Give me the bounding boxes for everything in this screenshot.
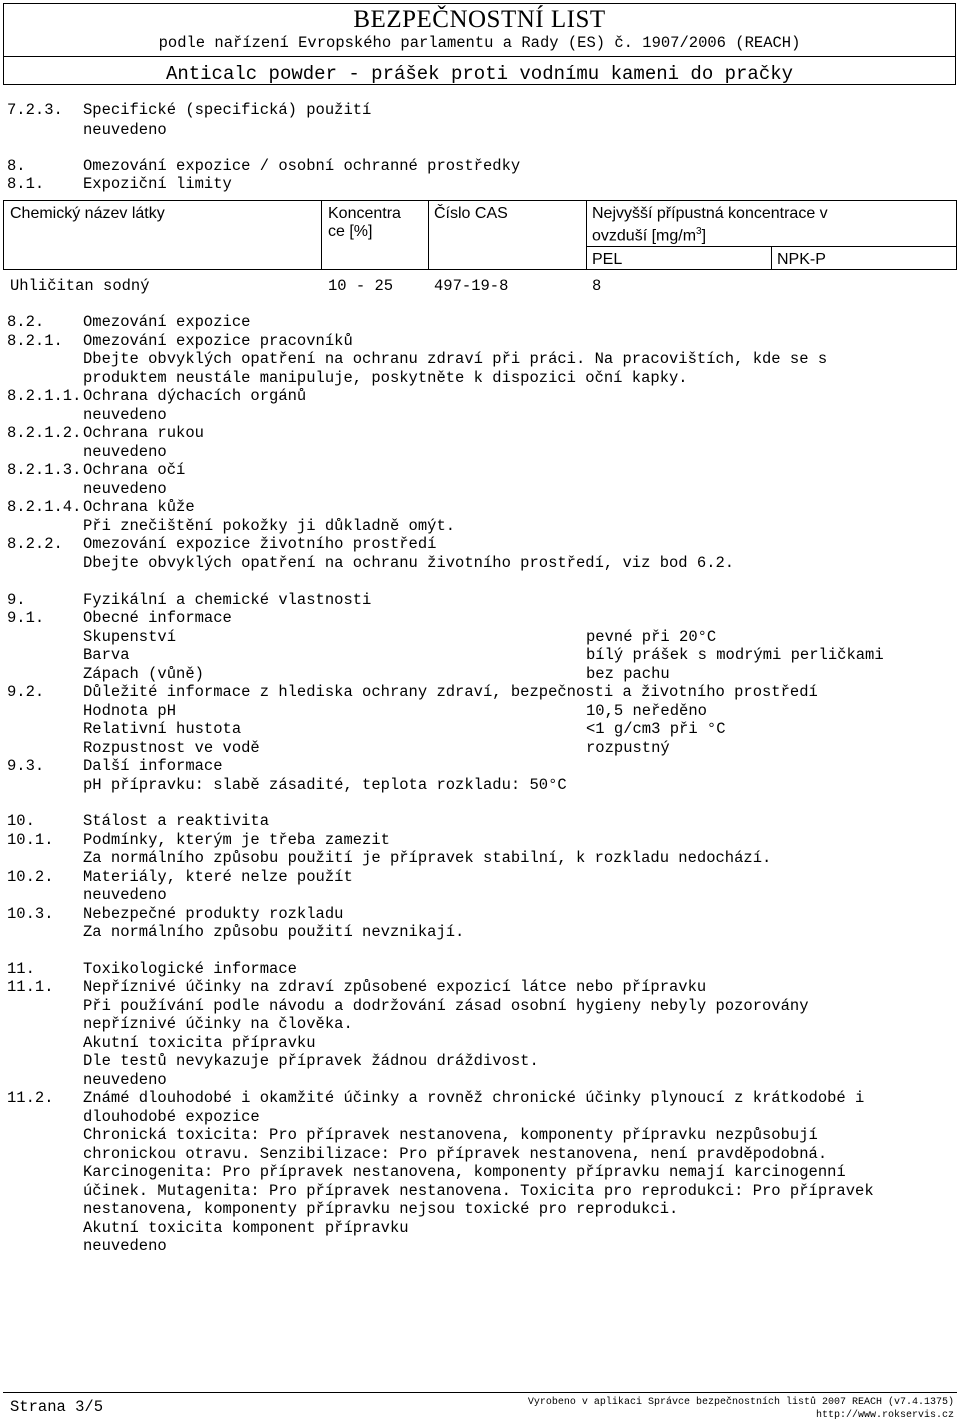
unit-text: ovzduší [mg/m xyxy=(592,227,697,245)
section-title: Omezování expozice životního prostředí xyxy=(83,535,437,553)
header-max-concentration-unit xyxy=(592,222,706,245)
table-cell-name: Uhličitan sodný xyxy=(10,277,150,295)
section-value: neuvedeno xyxy=(83,1237,167,1255)
section-title: Specifické (specifická) použití xyxy=(83,101,372,119)
section-value: Za normálního způsobu použití je přípravek stabilní, k rozkladu nedochází. xyxy=(83,849,772,867)
unit-close: ] xyxy=(701,227,707,245)
header-npk: NPK-P xyxy=(777,251,826,268)
section-title: Nebezpečné produkty rozkladu xyxy=(83,905,344,923)
footer-divider xyxy=(3,1392,957,1393)
header-divider xyxy=(4,56,955,57)
section-value: pH přípravku: slabě zásadité, teplota rozkladu: 50°C xyxy=(83,776,567,794)
table-border xyxy=(956,200,957,270)
property-value: bílý prášek s modrými perličkami xyxy=(586,646,884,664)
section-title: Materiály, které nelze použít xyxy=(83,868,353,886)
regulation-subtitle: podle nařízení Evropského parlamentu a Rady (ES) č. 1907/2006 (REACH) xyxy=(158,34,801,52)
section-number: 10. xyxy=(7,812,35,830)
table-border xyxy=(586,200,587,270)
section-number: 9. xyxy=(7,591,26,609)
header-concentration-unit: ce [%] xyxy=(328,223,373,240)
section-text: Při používání podle návodu a dodržování zásad osobní hygieny nebyly pozorovány xyxy=(83,997,809,1015)
table-border xyxy=(321,200,322,270)
section-text: Karcinogenita: Pro přípravek nestanovena, komponenty přípravku nemají karcinogenní xyxy=(83,1163,846,1181)
exposure-limits-table xyxy=(3,200,957,270)
section-value: Dbejte obvyklých opatření na ochranu životního prostředí, viz bod 6.2. xyxy=(83,554,735,572)
section-text: nepříznivé účinky na člověka. xyxy=(83,1015,353,1033)
header-chemical-name: Chemický název látky xyxy=(10,205,165,222)
section-title: Ochrana dýchacích orgánů xyxy=(83,387,307,405)
table-cell-cas: 497-19-8 xyxy=(434,277,509,295)
section-number: 10.1. xyxy=(7,831,54,849)
subsection-title: Akutní toxicita přípravku xyxy=(83,1034,316,1052)
property-label: Relativní hustota xyxy=(83,720,242,738)
page-number: Strana 3/5 xyxy=(10,1398,104,1416)
section-number: 7.2.3. xyxy=(7,101,63,119)
section-number: 8.2. xyxy=(7,313,45,331)
section-title: Nepříznivé účinky na zdraví způsobené expozicí látce nebo přípravku xyxy=(83,978,707,996)
header-cas: Číslo CAS xyxy=(434,205,508,222)
table-cell-concentration: 10 - 25 xyxy=(328,277,394,295)
section-value: neuvedeno xyxy=(83,406,167,424)
section-number: 8.2.1. xyxy=(7,332,63,350)
section-value: neuvedeno xyxy=(83,886,167,904)
unit-superscript: 3 xyxy=(696,226,702,237)
section-number: 9.3. xyxy=(7,757,45,775)
header-max-concentration: Nejvyšší přípustná koncentrace v xyxy=(592,205,828,222)
header-concentration: Koncentra xyxy=(328,205,401,222)
table-border xyxy=(428,200,429,270)
section-title: Podmínky, kterým je třeba zamezit xyxy=(83,831,390,849)
document-header xyxy=(3,3,956,85)
table-border xyxy=(771,246,772,270)
section-title: Obecné informace xyxy=(83,609,232,627)
section-text: Dle testů nevykazuje přípravek žádnou dráždivost. xyxy=(83,1052,539,1070)
property-value: bez pachu xyxy=(586,665,670,683)
section-title: Fyzikální a chemické vlastnosti xyxy=(83,591,372,609)
section-number: 8.2.1.3. xyxy=(7,461,82,479)
section-number: 8.1. xyxy=(7,175,45,193)
section-title: Stálost a reaktivita xyxy=(83,812,270,830)
property-value: <1 g/cm3 při °C xyxy=(586,720,726,738)
section-text: produktem neustále manipuluje, poskytněte k dispozici oční kapky. xyxy=(83,369,688,387)
property-label: Zápach (vůně) xyxy=(83,665,204,683)
table-border xyxy=(3,200,4,270)
section-value: neuvedeno xyxy=(83,1071,167,1089)
section-title: Ochrana kůže xyxy=(83,498,195,516)
document-title: BEZPEČNOSTNÍ LIST xyxy=(353,6,606,33)
producer-url[interactable]: http://www.rokservis.cz xyxy=(815,1410,954,1421)
property-label: Barva xyxy=(83,646,130,664)
section-title: Známé dlouhodobé i okamžité účinky a rovněž chronické účinky plynoucí z krátkodobé i xyxy=(83,1089,865,1107)
subsection-title: Akutní toxicita komponent přípravku xyxy=(83,1219,409,1237)
table-border xyxy=(3,269,957,270)
section-text: chronickou otravu. Senzibilizace: Pro přípravek nestanovena, není pravděpodobná. xyxy=(83,1145,828,1163)
property-value: pevné při 20°C xyxy=(586,628,717,646)
property-label: Rozpustnost ve vodě xyxy=(83,739,260,757)
section-title: Důležité informace z hlediska ochrany zdraví, bezpečnosti a životního prostředí xyxy=(83,683,818,701)
section-number: 8.2.1.4. xyxy=(7,498,82,516)
section-text: Chronická toxicita: Pro přípravek nestanovena, komponenty přípravku nezpůsobují xyxy=(83,1126,818,1144)
section-value: neuvedeno xyxy=(83,443,167,461)
section-title: Omezování expozice pracovníků xyxy=(83,332,353,350)
section-number: 9.2. xyxy=(7,683,45,701)
section-title: Expoziční limity xyxy=(83,175,232,193)
property-label: Skupenství xyxy=(83,628,177,646)
section-number: 8.2.1.2. xyxy=(7,424,82,442)
section-title: dlouhodobé expozice xyxy=(83,1108,260,1126)
section-number: 8. xyxy=(7,157,26,175)
section-number: 8.2.2. xyxy=(7,535,63,553)
product-name: Anticalc powder - prášek proti vodnímu kameni do pračky xyxy=(165,63,794,85)
section-number: 11.2. xyxy=(7,1089,54,1107)
section-number: 10.2. xyxy=(7,868,54,886)
section-value: neuvedeno xyxy=(83,121,167,139)
section-title: Toxikologické informace xyxy=(83,960,297,978)
section-number: 8.2.1.1. xyxy=(7,387,82,405)
table-cell-pel: 8 xyxy=(592,277,602,295)
section-title: Další informace xyxy=(83,757,223,775)
property-label: Hodnota pH xyxy=(83,702,177,720)
header-pel: PEL xyxy=(592,251,623,268)
section-title: Ochrana rukou xyxy=(83,424,204,442)
property-value: 10,5 neředěno xyxy=(586,702,707,720)
section-value: neuvedeno xyxy=(83,480,167,498)
section-number: 11. xyxy=(7,960,35,978)
section-value: Při znečištění pokožky ji důkladně omýt. xyxy=(83,517,456,535)
section-text: účinek. Mutagenita: Pro přípravek nestanovena. Toxicita pro reprodukci: Pro přípravek xyxy=(83,1182,874,1200)
property-value: rozpustný xyxy=(586,739,670,757)
producer-note: Vyrobeno v aplikaci Správce bezpečnostních listů 2007 REACH (v7.4.1375) xyxy=(527,1397,954,1408)
section-value: Za normálního způsobu použití nevznikají. xyxy=(83,923,465,941)
section-number: 9.1. xyxy=(7,609,45,627)
section-number: 11.1. xyxy=(7,978,54,996)
section-text: Dbejte obvyklých opatření na ochranu zdraví při práci. Na pracovištích, kde se s xyxy=(83,350,828,368)
section-text: nestanovena, komponenty přípravku nejsou toxické pro reprodukci. xyxy=(83,1200,679,1218)
section-number: 10.3. xyxy=(7,905,54,923)
section-title: Omezování expozice xyxy=(83,313,251,331)
table-border xyxy=(3,200,957,201)
section-title: Ochrana očí xyxy=(83,461,186,479)
section-title: Omezování expozice / osobní ochranné prostředky xyxy=(83,157,521,175)
